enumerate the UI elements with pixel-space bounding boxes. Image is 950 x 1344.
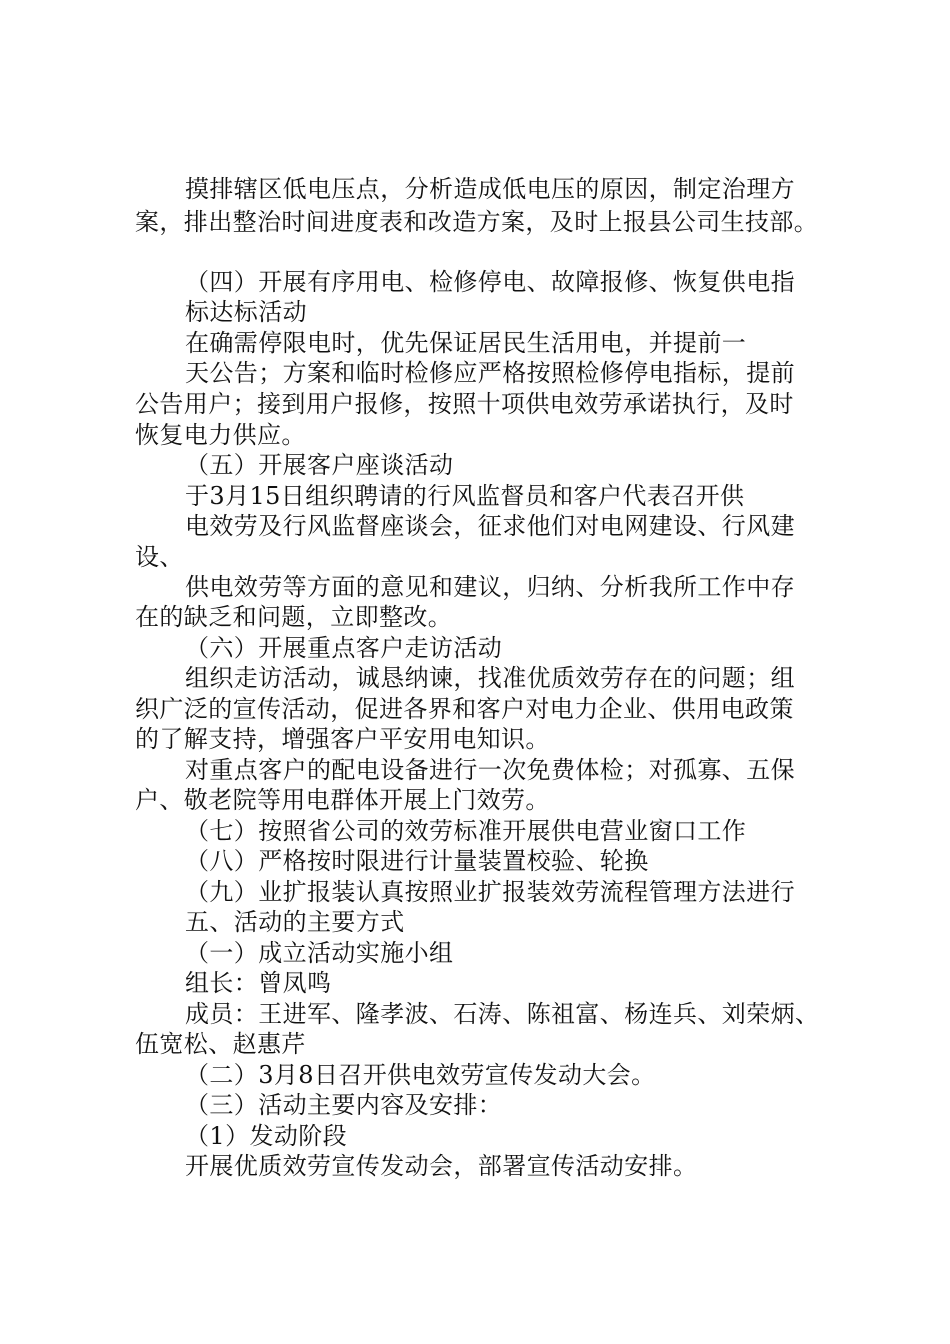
section-heading: 标达标活动 bbox=[185, 298, 307, 326]
text-line: 开展优质效劳宣传发动会，部署宣传活动安排。 bbox=[185, 1152, 698, 1180]
text-line: 成员：王进军、隆孝波、石涛、陈祖富、杨连兵、刘荣炳、 bbox=[185, 1000, 820, 1028]
text-line: 供电效劳等方面的意见和建议，归纳、分析我所工作中存 bbox=[185, 573, 795, 601]
section-heading: （三）活动主要内容及安排： bbox=[185, 1091, 503, 1119]
text-line: 设、 bbox=[135, 543, 184, 571]
text-line: 在的缺乏和问题，立即整改。 bbox=[135, 603, 453, 631]
text-line: 公告用户；接到用户报修，按照十项供电效劳承诺执行，及时 bbox=[135, 390, 794, 418]
section-heading: （四）开展有序用电、检修停电、故障报修、恢复供电指 bbox=[185, 268, 795, 296]
section-heading: 五、活动的主要方式 bbox=[185, 908, 405, 936]
text-line: （二）3月8日召开供电效劳宣传发动大会。 bbox=[185, 1061, 656, 1089]
section-heading: （六）开展重点客户走访活动 bbox=[185, 634, 503, 662]
text-line: 伍宽松、赵惠芹 bbox=[135, 1030, 306, 1058]
text-line: 恢复电力供应。 bbox=[135, 421, 306, 449]
text-line: 摸排辖区低电压点，分析造成低电压的原因，制定治理方 bbox=[185, 175, 795, 203]
text-line: 电效劳及行风监督座谈会，征求他们对电网建设、行风建 bbox=[185, 512, 795, 540]
text-line: 户、敬老院等用电群体开展上门效劳。 bbox=[135, 786, 550, 814]
text-line: 织广泛的宣传活动，促进各界和客户对电力企业、供用电政策 bbox=[135, 695, 794, 723]
section-heading: （一）成立活动实施小组 bbox=[185, 939, 454, 967]
text-line: 天公告；方案和临时检修应严格按照检修停电指标，提前 bbox=[185, 359, 795, 387]
text-line: 于3月15日组织聘请的行风监督员和客户代表召开供 bbox=[185, 482, 745, 510]
text-line: 对重点客户的配电设备进行一次免费体检；对孤寡、五保 bbox=[185, 756, 795, 784]
text-line: 在确需停限电时，优先保证居民生活用电，并提前一 bbox=[185, 329, 747, 357]
text-line: 的了解支持，增强客户平安用电知识。 bbox=[135, 725, 550, 753]
section-heading: （1）发动阶段 bbox=[185, 1122, 348, 1150]
section-heading: （五）开展客户座谈活动 bbox=[185, 451, 454, 479]
section-heading: （八）严格按时限进行计量装置校验、轮换 bbox=[185, 847, 649, 875]
section-heading: （九）业扩报装认真按照业扩报装效劳流程管理方法进行 bbox=[185, 878, 795, 906]
section-heading: （七）按照省公司的效劳标准开展供电营业窗口工作 bbox=[185, 817, 747, 845]
text-line: 组织走访活动，诚恳纳谏，找准优质效劳存在的问题；组 bbox=[185, 664, 795, 692]
text-line: 组长：曾凤鸣 bbox=[185, 969, 332, 997]
text-line: 案，排出整治时间进度表和改造方案，及时上报县公司生技部。 bbox=[135, 208, 819, 236]
